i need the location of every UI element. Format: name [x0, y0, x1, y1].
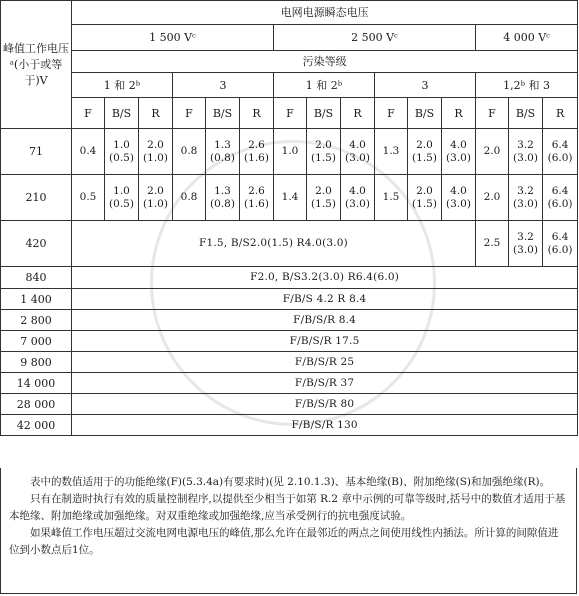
clearance-value-cell — [139, 175, 173, 221]
merged-clearance-cell: F/B/S/R 25 — [72, 352, 578, 373]
table-row — [1, 175, 578, 221]
merged-clearance-cell: F/B/S 4.2 R 8.4 — [72, 289, 578, 310]
insulation-type-header: B/S — [509, 98, 543, 129]
clearance-value: 6.4 — [551, 230, 569, 243]
clearance-value: 2.0 — [147, 184, 164, 197]
peak-voltage-cell: 28 000 — [1, 394, 72, 415]
clearance-value-controlled: (1.5) — [412, 197, 437, 210]
clearance-value-cell — [139, 129, 173, 175]
pollution-group-header: 1,2ᵇ 和 3 — [476, 73, 578, 98]
insulation-type-header: B/S — [206, 98, 240, 129]
clearance-value: 2.0 — [483, 191, 501, 203]
insulation-type-header: F — [375, 98, 408, 129]
clearance-value: 2.0 — [483, 145, 501, 157]
clearance-value-controlled: (3.0) — [446, 151, 471, 164]
table-row — [1, 310, 578, 331]
clearance-value: 2.0 — [147, 138, 164, 151]
insulation-type-header: F — [476, 98, 509, 129]
clearance-value-controlled: (0.8) — [210, 197, 235, 210]
merged-clearance-cell: F1.5, B/S2.0(1.5) R4.0(3.0) — [72, 221, 476, 267]
clearance-value-cell — [543, 221, 578, 267]
clearance-value-cell — [543, 175, 578, 221]
clearance-value-cell — [173, 129, 206, 175]
clearance-value-cell — [476, 129, 509, 175]
clearance-value-cell — [375, 175, 408, 221]
clearance-value-cell — [240, 129, 274, 175]
clearance-value-controlled: (3.0) — [513, 151, 538, 164]
clearance-value-controlled: (1.0) — [143, 151, 168, 164]
clearance-value: 4.0 — [349, 184, 366, 197]
mains-transient-header: 电网电源瞬态电压 — [72, 1, 578, 25]
peak-voltage-cell: 210 — [1, 175, 72, 221]
clearance-value-controlled: (0.5) — [109, 151, 134, 164]
clearance-value: 2.0 — [315, 184, 332, 197]
clearance-value-cell — [375, 129, 408, 175]
clearance-value-controlled: (1.0) — [143, 197, 168, 210]
clearance-value-controlled: (3.0) — [345, 197, 370, 210]
table-row — [1, 415, 578, 436]
clearance-value: 0.8 — [180, 191, 198, 203]
peak-voltage-header: 峰值工作电压ᵃ(小于或等于)V — [1, 1, 72, 129]
clearance-value-cell — [72, 129, 105, 175]
table-row — [1, 394, 578, 415]
clearance-value: 3.2 — [517, 184, 534, 197]
peak-voltage-cell: 840 — [1, 267, 72, 289]
table-row — [1, 129, 578, 175]
merged-clearance-cell: F2.0, B/S3.2(3.0) R6.4(6.0) — [72, 267, 578, 289]
clearance-value-cell — [341, 175, 375, 221]
clearance-value: 1.3 — [214, 184, 231, 197]
note-paragraph: 如果峰值工作电压超过交流电网电源电压的峰值,那么允许在最邻近的两点之间使用线性内插法。所计算的间隙值进位到小数点后1位。 — [9, 527, 559, 556]
peak-voltage-cell: 42 000 — [1, 415, 72, 436]
clearance-value: 2.0 — [416, 184, 433, 197]
clearance-value: 0.5 — [79, 191, 97, 203]
merged-clearance-cell: F/B/S/R 37 — [72, 373, 578, 394]
insulation-type-header: R — [543, 98, 578, 129]
clearance-value-controlled: (3.0) — [513, 243, 538, 256]
insulation-type-header: R — [240, 98, 274, 129]
clearance-value-cell — [408, 129, 442, 175]
clearance-value: 1.0 — [281, 145, 299, 157]
clearance-value: 2.6 — [248, 184, 265, 197]
peak-voltage-cell: 420 — [1, 221, 72, 267]
insulation-type-header: R — [341, 98, 375, 129]
insulation-type-header: R — [139, 98, 173, 129]
clearance-value: 3.2 — [517, 230, 534, 243]
pollution-group-header: 1 和 2ᵇ — [274, 73, 375, 98]
transient-4000-header: 4 000 Vᶜ — [476, 25, 578, 51]
clearance-value-cell — [274, 129, 307, 175]
transient-2500-header: 2 500 Vᶜ — [274, 25, 476, 51]
merged-clearance-cell: F/B/S/R 17.5 — [72, 331, 578, 352]
clearance-value-cell — [173, 175, 206, 221]
clearance-value-cell — [274, 175, 307, 221]
clearance-value: 0.4 — [79, 145, 97, 157]
clearance-value: 4.0 — [450, 184, 467, 197]
clearance-value-controlled: (3.0) — [345, 151, 370, 164]
clearance-value-controlled: (1.5) — [412, 151, 437, 164]
insulation-type-header: F — [173, 98, 206, 129]
peak-voltage-cell: 1 400 — [1, 289, 72, 310]
peak-voltage-cell: 71 — [1, 129, 72, 175]
table-row — [1, 331, 578, 352]
table-notes — [0, 468, 577, 594]
pollution-group-header: 3 — [173, 73, 274, 98]
note-paragraph: 只有在制造时执行有效的质量控制程序,以提供至少相当于如第 R.2 章中示例的可靠等级时,括号中的数值才适用于基本绝缘、附加绝缘或加强绝缘。对双重绝缘或加强绝缘,应当承受例行的抗电强度试验。 — [9, 493, 566, 522]
table-row — [1, 221, 578, 267]
peak-voltage-cell: 2 800 — [1, 310, 72, 331]
pollution-group-header: 1 和 2ᵇ — [72, 73, 173, 98]
clearance-value-cell — [442, 129, 476, 175]
clearance-value: 2.6 — [248, 138, 265, 151]
clearance-value-cell — [408, 175, 442, 221]
insulation-type-header: B/S — [408, 98, 442, 129]
clearance-value-cell — [307, 129, 341, 175]
insulation-type-header: B/S — [307, 98, 341, 129]
clearance-value-controlled: (6.0) — [547, 151, 573, 164]
clearance-value-controlled: (1.5) — [311, 151, 336, 164]
merged-clearance-cell: F/B/S/R 130 — [72, 415, 578, 436]
pollution-degree-header: 污染等级 — [72, 51, 578, 73]
clearance-value-controlled: (6.0) — [547, 197, 573, 210]
clearance-value-cell — [240, 175, 274, 221]
clearance-value-cell — [442, 175, 476, 221]
clearance-value: 2.0 — [315, 138, 332, 151]
clearance-value: 2.5 — [483, 237, 501, 249]
merged-clearance-cell: F/B/S/R 80 — [72, 394, 578, 415]
peak-voltage-cell: 7 000 — [1, 331, 72, 352]
clearance-value: 1.5 — [382, 191, 400, 203]
insulation-type-header: F — [72, 98, 105, 129]
peak-voltage-cell: 14 000 — [1, 373, 72, 394]
clearance-value-cell — [105, 129, 139, 175]
clearance-value: 4.0 — [450, 138, 467, 151]
clearance-value-cell — [543, 129, 578, 175]
table-row — [1, 373, 578, 394]
clearance-value-cell — [307, 175, 341, 221]
clearance-value: 6.4 — [551, 184, 569, 197]
clearance-value: 4.0 — [349, 138, 366, 151]
pollution-group-header: 3 — [375, 73, 476, 98]
note-paragraph: 表中的数值适用于的功能绝缘(F)(5.3.4a)有要求时)(见 2.10.1.3)、基本绝缘(B)、附加绝缘(S)和加强绝缘(R)。 — [30, 476, 551, 488]
clearance-value-cell — [509, 175, 543, 221]
merged-clearance-cell: F/B/S/R 8.4 — [72, 310, 578, 331]
clearance-value-cell — [206, 129, 240, 175]
transient-1500-header: 1 500 Vᶜ — [72, 25, 274, 51]
clearance-value: 2.0 — [416, 138, 433, 151]
clearance-value-cell — [206, 175, 240, 221]
clearance-value-cell — [72, 175, 105, 221]
clearance-value-controlled: (1.5) — [311, 197, 336, 210]
clearance-value: 1.3 — [382, 145, 400, 157]
clearance-value-controlled: (0.8) — [210, 151, 235, 164]
clearance-value-cell — [476, 175, 509, 221]
table-row — [1, 352, 578, 373]
clearance-value: 1.3 — [214, 138, 231, 151]
table-row — [1, 267, 578, 289]
insulation-type-header: F — [274, 98, 307, 129]
clearance-value-controlled: (1.6) — [244, 151, 269, 164]
clearance-value-cell — [509, 129, 543, 175]
clearance-value-cell — [476, 221, 509, 267]
clearance-value: 3.2 — [517, 138, 534, 151]
peak-voltage-cell: 9 800 — [1, 352, 72, 373]
clearance-value-controlled: (3.0) — [446, 197, 471, 210]
clearance-value-cell — [341, 129, 375, 175]
clearance-value-controlled: (3.0) — [513, 197, 538, 210]
clearance-value-cell — [509, 221, 543, 267]
insulation-type-header: B/S — [105, 98, 139, 129]
table-row — [1, 289, 578, 310]
clearance-value: 1.0 — [113, 138, 130, 151]
clearance-value: 6.4 — [551, 138, 569, 151]
clearance-value-cell — [105, 175, 139, 221]
clearance-value-controlled: (0.5) — [109, 197, 134, 210]
insulation-type-header: R — [442, 98, 476, 129]
clearance-value: 1.0 — [113, 184, 130, 197]
clearance-value-controlled: (1.6) — [244, 197, 269, 210]
clearance-value: 1.4 — [281, 191, 299, 203]
clearance-value: 0.8 — [180, 145, 198, 157]
clearance-value-controlled: (6.0) — [547, 243, 573, 256]
